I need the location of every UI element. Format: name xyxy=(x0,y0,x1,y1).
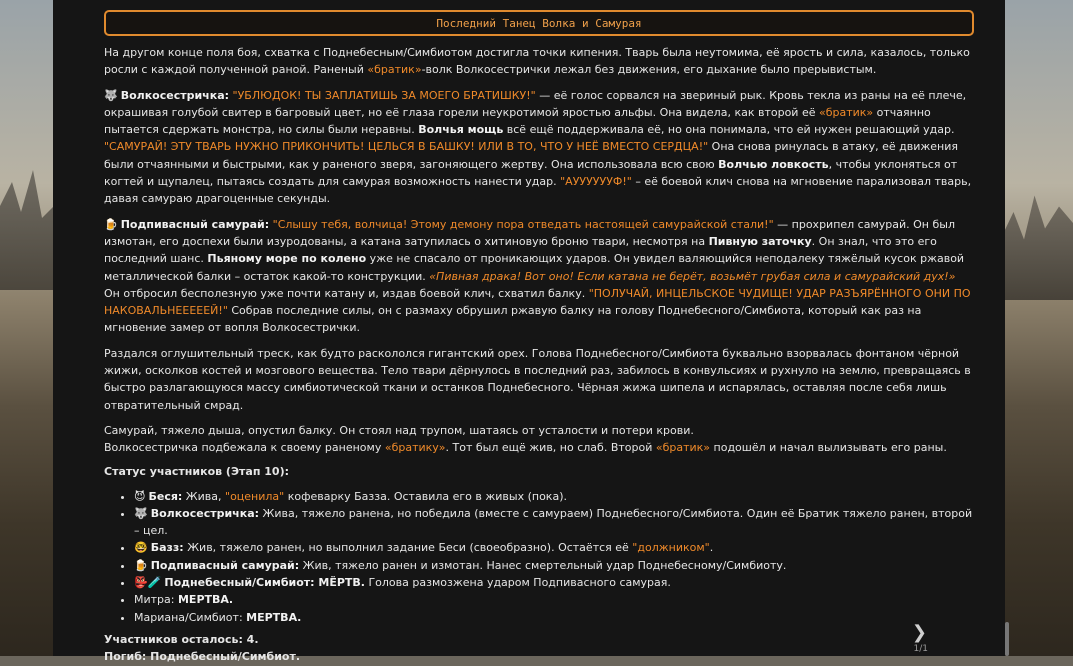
message-content xyxy=(104,10,974,666)
speaker-name: Подпивасный самурай: xyxy=(120,217,270,231)
skill-name: Волчью ловкость xyxy=(718,157,829,171)
quote: "САМУРАЙ! ЭТУ ТВАРЬ НУЖНО ПРИКОНЧИТЬ! ЦЕЛЬСЯ В БАШКУ! ИЛИ В ТО, ЧТО У НЕЁ ВМЕСТО СЕРДЦА!" xyxy=(104,140,709,154)
chat-message-panel xyxy=(53,0,1005,664)
quote: "Слышу тебя, волчица! Этому демону пора отведать настоящей самурайской стали!" xyxy=(269,217,774,231)
text: Жив, тяжело ранен и измотан. Нанес смертельный удар Поднебесному/Симбиоту. xyxy=(299,558,787,572)
text: — её голос сорвался на звериный рык. Кровь текла из раны на её плече, окрашивая голубой свитер в багровый цвет, но её глаза горели неукротимой яростью альфы. Она видела, как второй её xyxy=(104,88,967,119)
participant-name: Беся: xyxy=(148,489,183,503)
highlight: «братик» xyxy=(655,441,711,455)
participant-name: Волкосестричка: xyxy=(150,506,260,520)
paragraph-4: Раздался оглушительный треск, как будто раскололся гигантский орех. Голова Поднебесного/Симбиота буквально взорвалась фонтаном чёрной жижи, осколков костей и мозгового вещества. Тело твари дёрнулось в последний раз, забилось в конвульсиях и рухнуло на землю, превращаясь в быстро разлагающуюся массу симбиотической ткани и останков Поднебесного. Чёрная жижа шипела и испарялась, оставляя после себя лишь отвратительный смрад. xyxy=(104,346,971,412)
swipe-counter: 1/1 xyxy=(913,644,928,654)
goblin-pill-icon: 👺🧪 xyxy=(134,576,162,590)
text: На другом конце поля боя, схватка с Поднебесным/Симбиотом достигла точки кипения. Тварь была неутомима, её ярость и сила, казалось, только росли с каждой полученной раной. Раненый xyxy=(104,46,970,77)
status-dead: МЁРТВ. xyxy=(314,576,365,590)
ruins-right xyxy=(1003,190,1073,300)
text: Волкосестричка подбежала к своему раненому xyxy=(104,441,385,455)
skill-name: Пьяному море по колено xyxy=(207,252,367,266)
wolf-icon: 🐺 xyxy=(104,88,118,102)
participant-name: Подпивасный самурай: xyxy=(150,558,300,572)
text: Жива, тяжело ранена, но победила (вместе с самураем) Поднебесного/Симбиота. Один её Братик тяжело ранен, второй – цел. xyxy=(134,506,973,538)
text: Собрав последние силы, он с размаху обрушил ржавую балку на голову Поднебесного/Симбиота, который как раз на мгновение замер от вопля Волкосестрички. xyxy=(104,304,922,335)
highlight: «братик» xyxy=(367,63,422,77)
participant-name: Митра: xyxy=(134,593,178,607)
nerd-face-icon: 🤓 xyxy=(134,541,148,555)
wolf-icon: 🐺 xyxy=(134,506,148,520)
text: кофеварку Базза. Оставила его в живых (пока). xyxy=(284,489,567,503)
story-title-bar xyxy=(104,10,974,36)
next-swipe-chevron-icon[interactable]: ❯ xyxy=(911,622,927,643)
highlight: «братику» xyxy=(384,441,446,455)
text: — прохрипел самурай. Он был измотан, его доспехи были изуродованы, а катана затупилась о хитиновую броню твари, несмотря на xyxy=(104,217,955,248)
text: отчаянно пытается сдержать монстра, но силы были неравны. xyxy=(104,105,931,137)
story-title: Последний Танец Волка и Самурая xyxy=(436,16,642,30)
paragraph-wolf-sister xyxy=(104,87,974,208)
text: . Он знал, что это его последний шанс. xyxy=(104,234,937,266)
beer-icon: 🍺 xyxy=(104,217,118,231)
status-dead: МЕРТВА. xyxy=(177,593,234,607)
paragraph-1 xyxy=(104,44,974,79)
list-item xyxy=(134,574,974,591)
participant-name: Базз: xyxy=(150,541,184,555)
skill-name: Пивную заточку xyxy=(708,234,812,248)
text: подошёл и начал вылизывать его раны. xyxy=(710,441,947,455)
status-list xyxy=(104,488,974,626)
list-item xyxy=(134,557,974,574)
skill-name: Волчья мощь xyxy=(418,123,504,137)
text: Голова размозжена ударом Подпивасного самурая. xyxy=(364,576,671,590)
devil-icon: 😈 xyxy=(134,489,146,503)
text: Самурай, тяжело дыша, опустил балку. Он стоял над трупом, шатаясь от усталости и потери крови. xyxy=(104,423,694,437)
highlight: "оценила" xyxy=(225,489,285,503)
text: , чтобы уклоняться от когтей и щупалец, пытаясь создать для самурая возможность нанести удар. xyxy=(104,157,958,189)
summary-dead: Погиб: Поднебесный/Симбиот. xyxy=(104,650,301,664)
quote: "ПОЛУЧАЙ, ИНЦЕЛЬСКОЕ ЧУДИЩЕ! УДАР РАЗЪЯРЁННОГО ОНИ ПО НАКОВАЛЬНЕЕЕЕЕЙ!" xyxy=(104,286,971,318)
text: . xyxy=(709,541,714,555)
scrollbar-thumb[interactable] xyxy=(1005,622,1009,656)
beer-icon: 🍺 xyxy=(134,558,148,572)
ruins-left xyxy=(0,170,60,290)
status-dead: МЕРТВА. xyxy=(246,610,302,624)
paragraph-samurai xyxy=(104,216,974,337)
text: Она снова ринулась в атаку, её движения были отчаянными и быстрыми, как у раненого зверя, загоняющего жертву. Она использовала всю свою xyxy=(104,140,958,171)
paragraph-5 xyxy=(104,422,974,457)
speaker-name: Волкосестричка: xyxy=(120,88,230,102)
quote: "УБЛЮДОК! ТЫ ЗАПЛАТИШЬ ЗА МОЕГО БРАТИШКУ!" xyxy=(229,88,536,102)
text: Он отбросил бесполезную уже почти катану и, издав боевой клич, схватил балку. xyxy=(104,286,589,300)
participant-name: Мариана/Симбиот: xyxy=(134,610,247,624)
text: -волк Волкосестрички лежал без движения, его дыхание было прерывистым. xyxy=(421,63,877,77)
summary-remaining: Участников осталось: 4. xyxy=(104,632,259,646)
list-item xyxy=(134,488,974,505)
highlight: «братик» xyxy=(818,105,874,119)
quote: "АУУУУУУФ!" xyxy=(560,175,632,189)
highlight: "должником" xyxy=(632,541,710,555)
thought: «Пивная драка! Вот оно! Если катана не берёт, возьмёт грубая сила и самурайский дух!» xyxy=(429,269,956,283)
list-item xyxy=(134,591,974,608)
text: – её боевой клич снова на мгновение парализовал тварь, давая самураю драгоценные секунды. xyxy=(104,175,972,206)
text: Жив, тяжело ранен, но выполнил задание Беси (своеобразно). Остаётся её xyxy=(183,541,633,555)
status-title: Статус участников (Этап 10): xyxy=(104,464,289,478)
text: уже не спасало от проникающих ударов. Он увидел валяющийся неподалеку тяжёлый кусок ржавой металлической балки – остаток какой-то конструкции. xyxy=(104,252,965,283)
list-item xyxy=(134,539,974,556)
list-item xyxy=(134,505,974,540)
text: Жива, xyxy=(182,489,226,503)
text: всё ещё поддерживала её, но она понимала, что ей нужен решающий удар. xyxy=(503,123,955,137)
text: . Тот был ещё жив, но слаб. Второй xyxy=(445,441,656,455)
participant-name: Поднебесный/Симбиот: xyxy=(164,576,315,590)
list-item xyxy=(134,609,974,626)
